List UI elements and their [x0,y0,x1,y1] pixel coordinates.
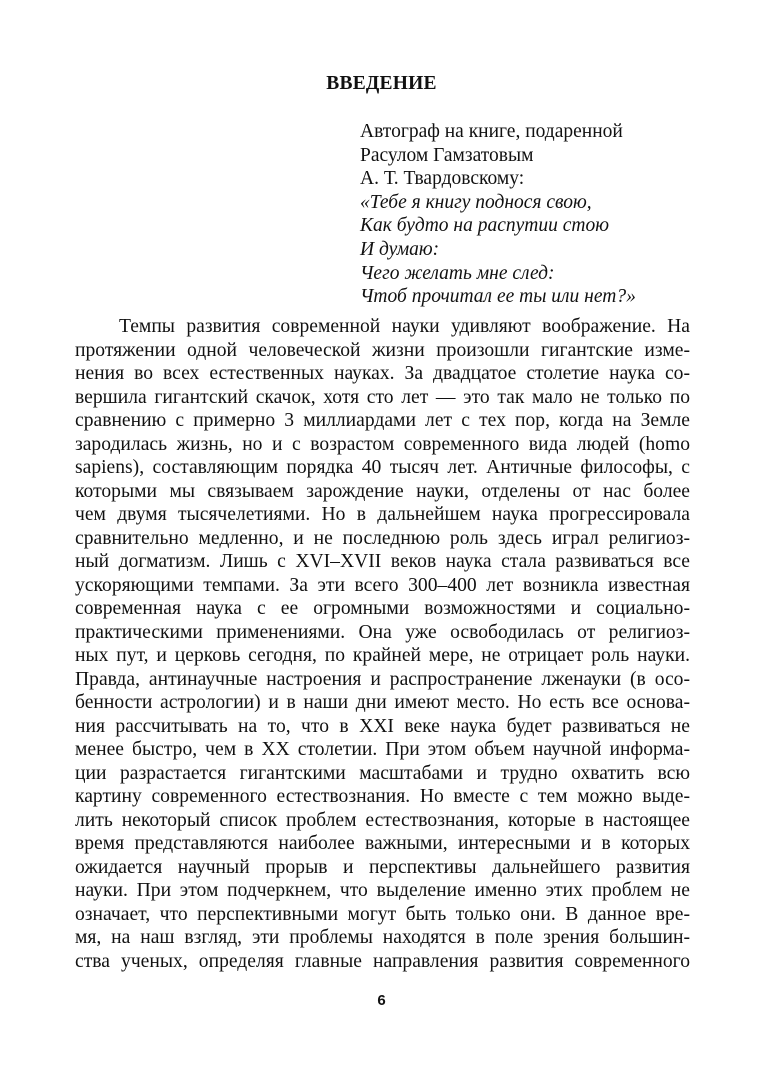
paragraph-line: ния рассчитывать на то, что в XXI веке наука будет развиваться не [75,715,690,737]
epigraph-poem-line: И думаю: [360,238,440,260]
body-paragraph [75,315,690,973]
paragraph-line: означает, что перспективными могут быть только они. В данное вре- [75,903,690,925]
paragraph-line: ускоряющими темпами. За эти всего 300–400 лет возникла известная [75,574,690,596]
epigraph-attribution-line: Расулом Гамзатовым [360,144,534,166]
paragraph-line: современная наука с ее огромными возможностями и социально- [75,598,690,619]
epigraph-poem-line: Чтоб прочитал ее ты или нет?» [360,286,636,308]
paragraph-line: Правда, антинаучные настроения и распространение лженауки (в осо- [75,668,690,690]
paragraph-line: протяжении одной человеческой жизни произошли гигантские изме- [75,339,690,361]
epigraph-poem-line: Чего желать мне след: [360,262,555,284]
paragraph-line: сравнительно медленно, и не последнюю роль здесь играл религиоз- [75,527,690,549]
paragraph-line: Темпы развития современной науки удивляют воображение. На [119,316,690,337]
paragraph-line: практическими применениями. Она уже освободилась от религиоз- [75,621,690,643]
paragraph-line: ных пут, и церковь сегодня, по крайней мере, не отрицает роль науки. [75,645,690,666]
paragraph-line: лить некоторый список проблем естествознания, которые в настоящее [75,809,690,831]
page-number: 6 [377,992,386,1009]
paragraph-line: ции разрастается гигантскими масштабами и трудно охватить всю [75,762,690,784]
paragraph-line: ожидается научный прорыв и перспективы дальнейшего развития [75,856,690,878]
epigraph-poem-line: «Тебе я книгу поднося свою, [360,191,592,213]
paragraph-line: которыми мы связываем зарождение науки, отделены от нас более [75,480,690,502]
paragraph-line: картину современного естествознания. Но вместе с тем можно выде- [75,786,690,807]
paragraph-line: время представляются наиболее важными, интересными и в которых [75,833,690,854]
epigraph-attribution-line: Автограф на книге, подаренной [360,121,623,142]
epigraph-poem-line: Как будто на распутии стою [360,215,609,237]
paragraph-line: ный догматизм. Лишь с XVI–XVII веков наука стала развиваться все [75,551,690,572]
paragraph-line: вершила гигантский скачок, хотя сто лет — это так мало не только по [75,386,690,408]
epigraph-attribution-line: А. Т. Твардовскому: [360,168,525,190]
paragraph-line: науки. При этом подчеркнем, что выделение именно этих проблем не [75,880,690,901]
paragraph-line: сравнению с примерно 3 миллиардами лет с тех пор, когда на Земле [75,410,690,431]
paragraph-line: мя, на наш взгляд, эти проблемы находятся в поле зрения большин- [75,927,690,948]
paragraph-line: чем двумя тысячелетиями. Но в дальнейшем наука прогрессировала [75,504,690,525]
paragraph-line: нения во всех естественных науках. За двадцатое столетие наука со- [75,363,690,384]
paragraph-line: менее быстро, чем в XX столетии. При этом объем научной информа- [75,739,690,760]
paragraph-line: sapiens), составляющим порядка 40 тысяч лет. Античные философы, с [75,457,690,478]
paragraph-line: бенности астрологии) и в наши дни имеют место. Но есть все основа- [75,692,690,713]
chapter-heading: ВВЕДЕНИЕ [326,73,437,94]
paragraph-line: ства ученых, определяя главные направления развития современного [75,950,690,972]
paragraph-line: зародилась жизнь, но и с возрастом современного вида людей (homo [75,433,690,455]
epigraph [360,120,740,309]
